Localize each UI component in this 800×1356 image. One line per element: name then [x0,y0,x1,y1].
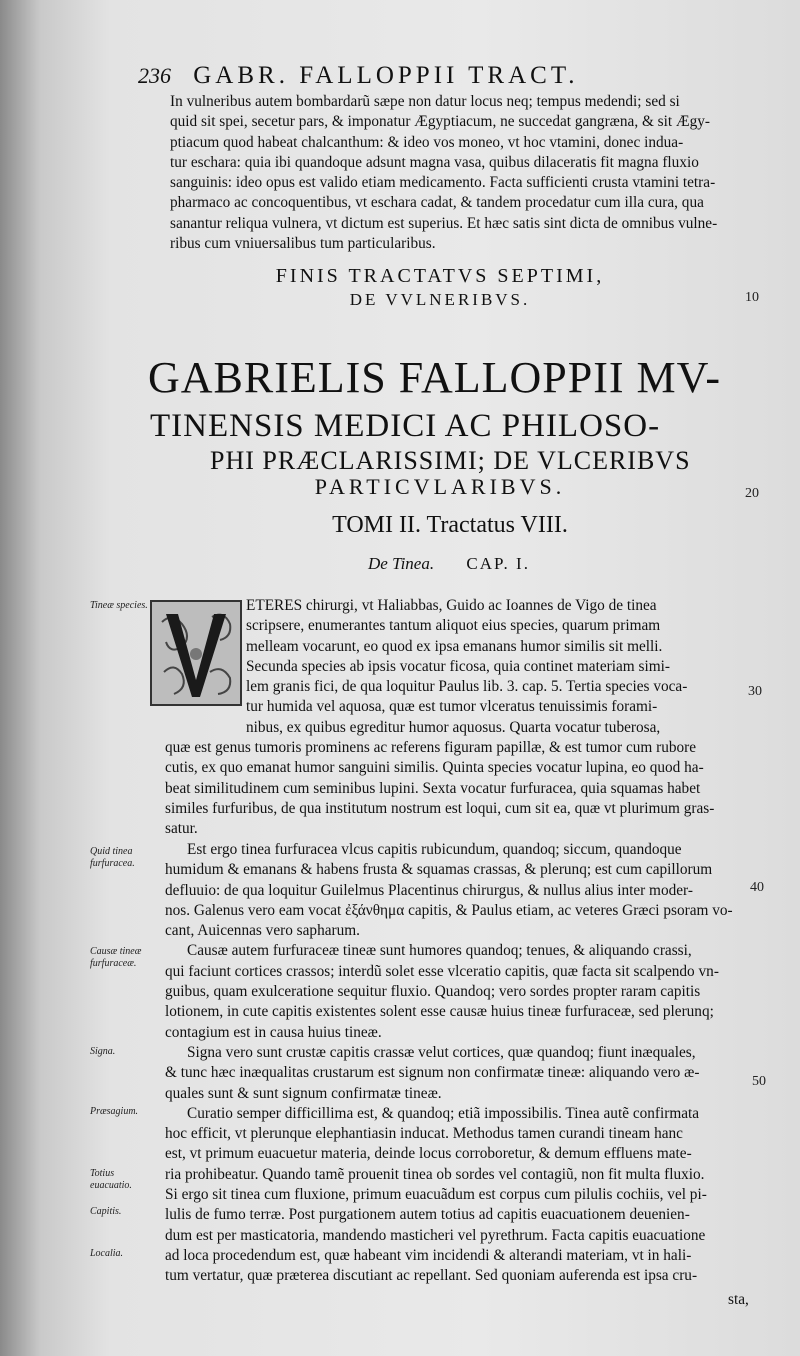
running-title: GABR. FALLOPPII TRACT. [193,62,579,89]
text-line: satur. [165,820,198,838]
text-line: scripsere, enumerantes tantum aliquot eius species, quarum primam [246,617,661,635]
text-line: cutis, ex quo emanat humor sanguini similis. Quinta species vocatur lupina, eo quod ha- [165,759,704,777]
margin-note-quid: Quid tinea furfuracea. [90,846,135,869]
text-line: tur eschara: quia ibi quandoque adsunt magna vasa, quibus dilaceratis fit magna fluxio [170,153,699,171]
finis-line-2: DE VVLNERIBVS. [349,290,531,309]
text-line: dum est per masticatoria, mandendo masticheri vel pyrethrum. Facta capitis euacuatione [165,1226,706,1244]
intro-paragraph [170,92,745,254]
treatise-title-line-2: TINENSIS MEDICI AC PHILOSO- [150,408,661,444]
text-line: Signa vero sunt crustæ capitis crassæ velut cortices, quæ quandoq; fiunt inæquales, [187,1043,696,1061]
text-line: est, vt primum euacuetur materia, deinde locus corroboretur, & demum effluens mate- [165,1145,692,1163]
text-line: defluuio: de qua loquitur Guilelmus Placentinus chirurgus, & nullus alius inter moder- [165,881,693,899]
text-line: cant, Auicennas vero sapharum. [165,922,360,940]
line-number: 40 [750,880,764,895]
margin-note-signa: Signa. [90,1046,116,1057]
text-line: melleam vocarunt, eo quod ex ipsa emanans humor similis sit melli. [246,637,663,655]
treatise-title-line-1: GABRIELIS FALLOPPII MV- [148,353,722,402]
text-line: nibus, ex quibus egreditur humor aquosus. Quarta vocatur tuberosa, [246,718,661,736]
text-line: guibus, quam exulceratione sequitur fluxio. Quandoq; vero sordes propter raram capitis [165,983,701,1001]
margin-note-localia: Localia. [90,1248,124,1259]
text-line: quæ est genus tumoris prominens ac referens figuram papillæ, & est tumor cum rubore [165,739,697,756]
margin-note-species: Tineæ species. [90,600,148,611]
line-number: 50 [752,1074,766,1089]
margin-note-euacuatio: Totius euacuatio. [90,1168,132,1191]
first-paragraph-indented [246,596,746,738]
treatise-title-line-4: PARTICVLARIBVS. [314,474,566,499]
text-line: & tunc hæc inæqualitas crustarum est signum non confirmatæ tineæ: aliquando vero æ- [165,1064,700,1082]
text-line: sanguinis: ideo opus est valido etiam medicamento. Facta sufficienti crusta vtamini tetra- [170,174,716,192]
text-line: In vulneribus autem bombardarũ sæpe non datur locus neq; tempus medendi; sed si [170,93,680,110]
margin-note-capitis: Capitis. [90,1206,122,1217]
text-line: ria prohibeatur. Quando tamẽ prouenit tinea ob sordes vel contagiũ, non fit multa fluxio. [165,1165,705,1183]
text-line: quales sunt & sunt signum confirmatæ tineæ. [165,1084,442,1102]
text-line: tur humida vel aquosa, quæ est tumor vlceratus tenuissimis forami- [246,698,658,716]
line-number: 20 [745,486,759,501]
chapter-number: CAP. I. [466,554,530,573]
catchword: sta, [728,1291,749,1308]
text-line: Est ergo tinea furfuracea vlcus capitis rubicundum, quandoq; siccum, quandoque [187,841,682,858]
text-line: nos. Galenus vero eam vocat ἐξάνθημα capitis, & Paulus etiam, ac veteres Græci psoram vo- [165,901,733,919]
page-number: 236 [138,63,171,88]
text-line: Curatio semper difficillima est, & quandoq; etiã impossibilis. Tinea autẽ confirmata [187,1104,700,1122]
line-number: 10 [745,290,759,305]
treatise-title-line-3: PHI PRÆCLARISSIMI; DE VLCERIBVS [210,446,691,475]
text-line: Secunda species ab ipsis vocatur ficosa, quia continet materiam simi- [246,657,670,675]
text-line: contagium est in causa huius tineæ. [165,1023,382,1041]
margin-note-causae: Causæ tineæ furfuraceæ. [90,946,142,969]
text-line: ETERES chirurgi, vt Haliabbas, Guido ac Ioannes de Vigo de tinea [246,597,657,614]
chapter-heading [368,554,530,574]
text-line: similes furfuribus, de qua institutum nostrum est loqui, cum sit ea, quæ vt plurimum gras- [165,799,715,817]
initial-v-icon [152,602,240,704]
text-line: ad loca procedendum est, quæ habeant vim incidendi & alterandi materiam, vt in hali- [165,1246,692,1264]
text-line: pharmaco ac concoquentibus, vt eschara cadat, & tandem procedatur cum illa cura, qua [170,194,704,212]
text-line: humidum & emanans & habens frusta & squamas crassas, & plerunq; est cum capillorum [165,861,713,879]
text-line: ptiacum quod habeat chalcanthum: & ideo vos moneo, vt hoc vtamini, donec indua- [170,133,684,151]
tome-heading: TOMI II. Tractatus VIII. [332,512,568,538]
text-line: tum vertatur, quæ præterea discutiant ac repellant. Sed quoniam auferenda est ipsa cru- [165,1267,698,1285]
text-line: Causæ autem furfuraceæ tineæ sunt humores quandoq; tenues, & aliquando crassi, [187,942,692,960]
chapter-name: De Tinea. [368,554,435,573]
text-line: lulis de fumo terræ. Post purgationem autem totius ad capitis euacuationem deuenien- [165,1206,690,1224]
text-line: quid sit spei, secetur pars, & imponatur Ægyptiacum, ne succedat gangræna, & sit Ægy- [170,113,710,131]
text-line: beat similitudinem cum seminibus lupini. Sexta vocatur furfuracea, quia squamas habet [165,779,701,797]
margin-note-praesagium: Præsagium. [90,1106,139,1117]
text-line: Si ergo sit tinea cum fluxione, primum euacuãdum est corpus cum pilulis cochiis, vel pi- [165,1186,707,1204]
text-line: qui faciunt cortices crassos; interdũ solet esse vlceratio capitis, quæ facta sit scalpendo vn- [165,962,719,980]
text-line: sanantur reliqua vulnera, vt dictum est superius. Et hæc satis sint dicta de omnibus vulne- [170,214,718,232]
text-line: hoc efficit, vt plerunque elephantiasin inducat. Methodus tamen curandi tineam hanc [165,1125,683,1143]
running-head [138,62,698,90]
line-number: 30 [748,684,762,699]
decorated-initial-v [150,600,242,706]
body-text [165,840,747,1287]
text-line: lotionem, in cute capitis existentes solent esse causæ huius tineæ furfuraceæ, sed plerunq; [165,1003,714,1021]
first-paragraph-full [165,738,747,839]
text-line: lem granis fici, de qua loquitur Paulus lib. 3. cap. 5. Tertia species voca- [246,678,688,696]
finis-line-1: FINIS TRACTATVS SEPTIMI, [275,265,605,287]
text-line: ribus cum vniuersalibus tum particularibus. [170,235,436,253]
